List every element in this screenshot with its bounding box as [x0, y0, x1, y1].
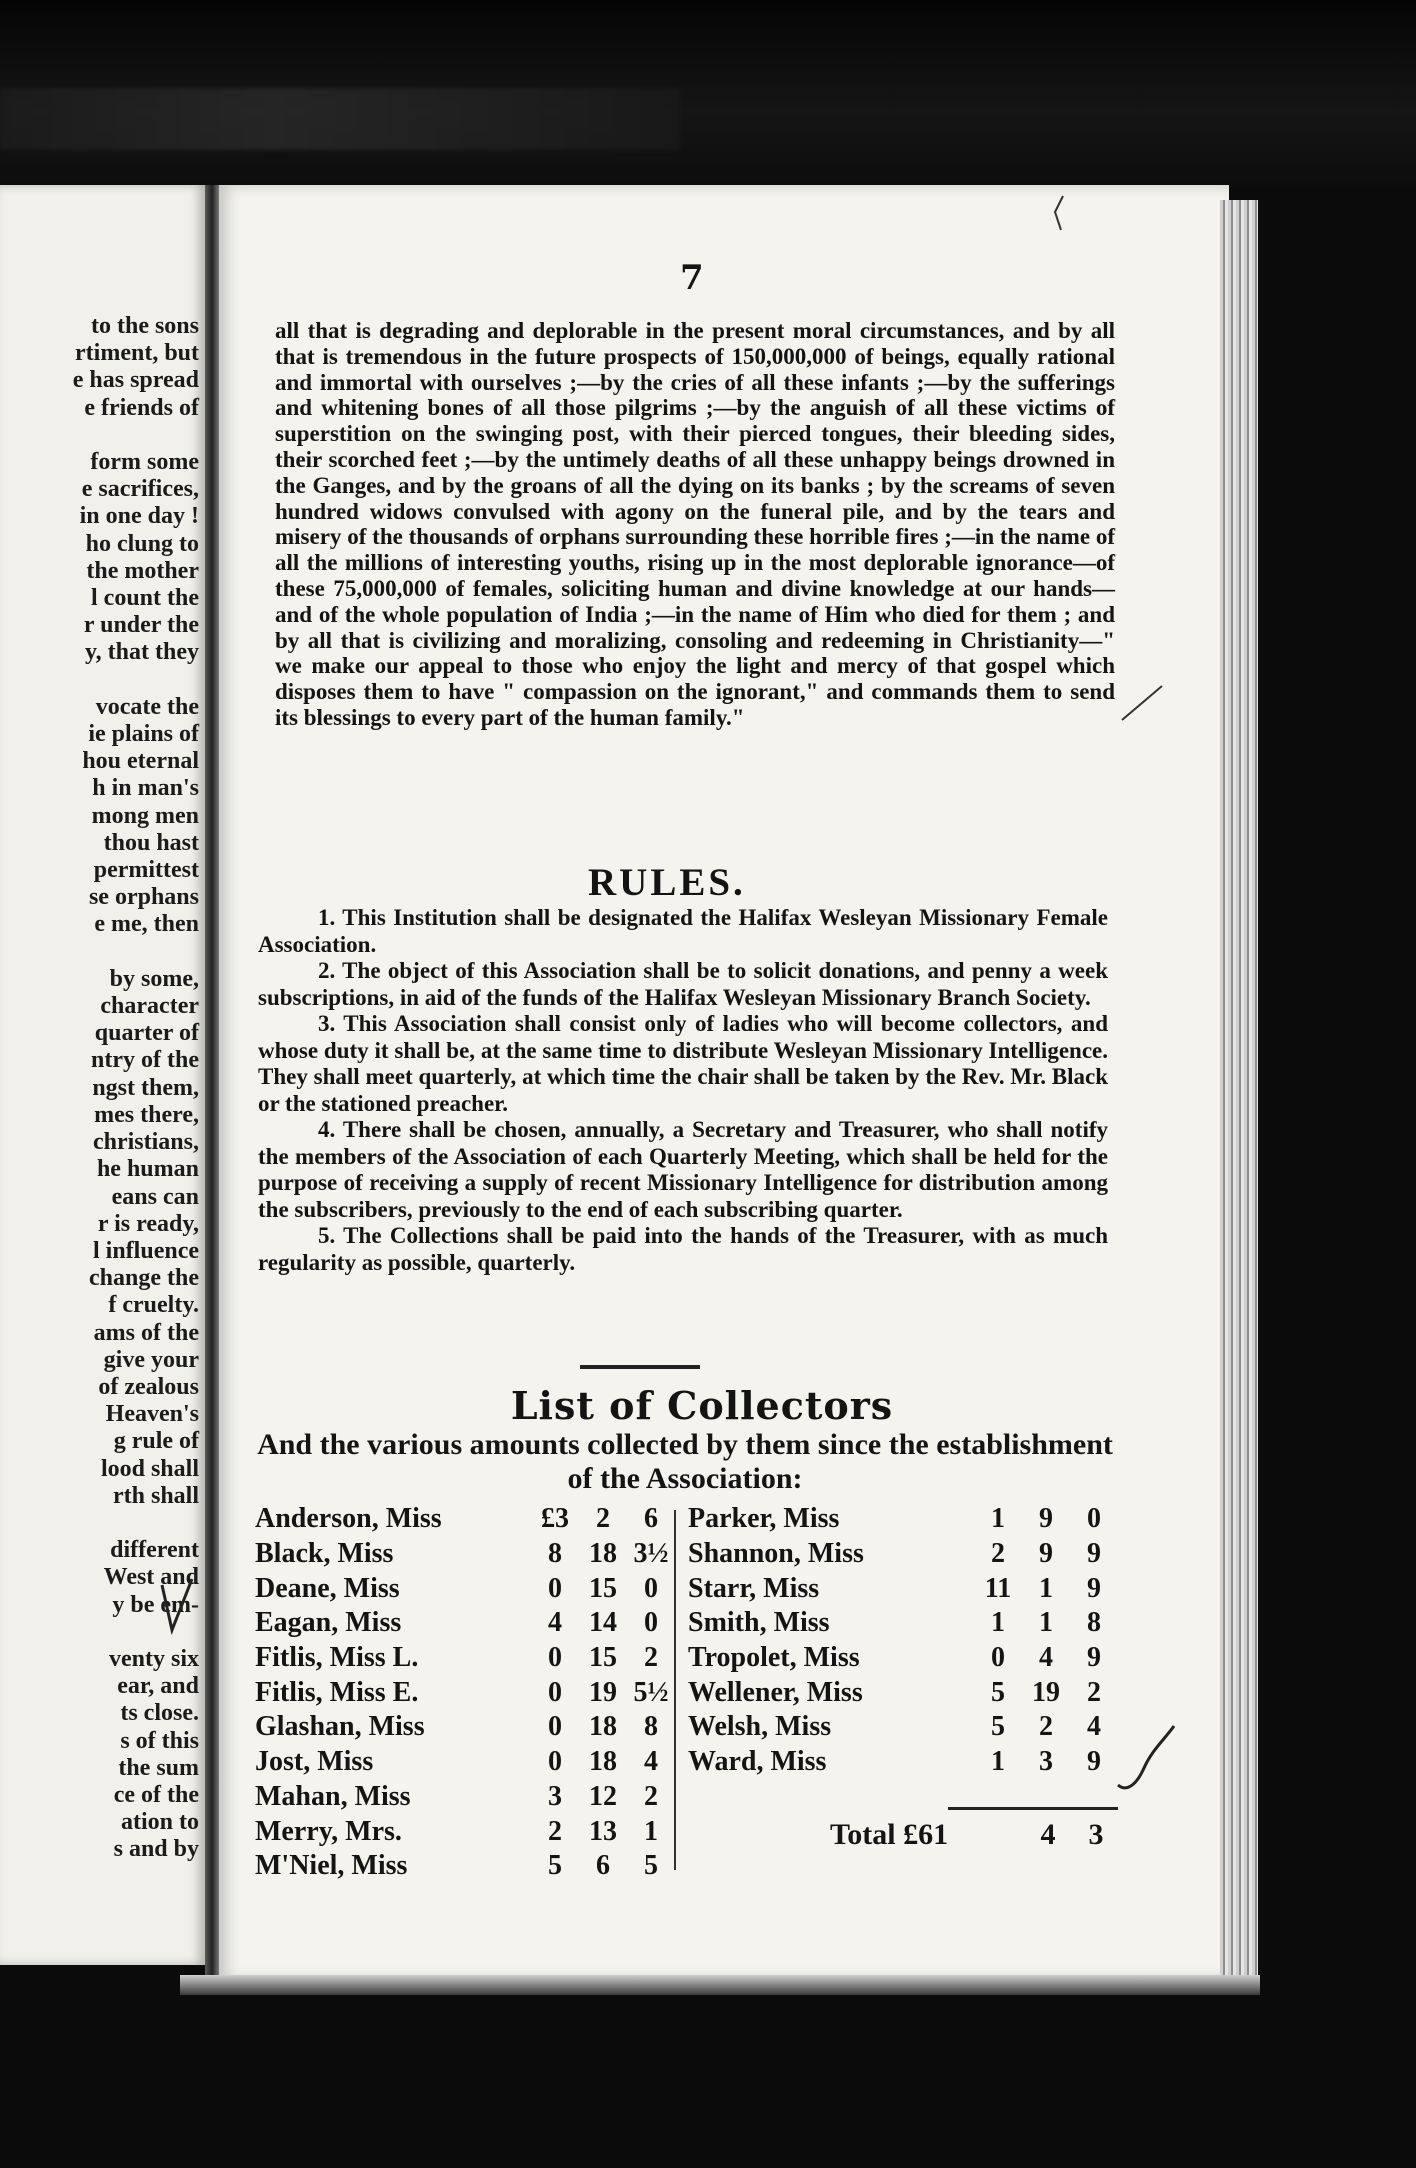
page-edge	[1220, 200, 1258, 1990]
collector-row	[688, 1641, 1118, 1676]
collector-name: Shannon, Miss	[688, 1538, 864, 1570]
rules-list	[258, 905, 1108, 1276]
left-page-line: ams of the	[93, 1319, 199, 1346]
pence-value: 2	[1087, 1676, 1101, 1708]
pencil-check-mark	[158, 1575, 198, 1645]
pence-value: 5	[644, 1850, 658, 1882]
collector-name: Anderson, Miss	[255, 1503, 442, 1535]
collector-row	[688, 1537, 1118, 1572]
collector-name: Glashan, Miss	[255, 1711, 425, 1743]
shillings-value: 12	[589, 1780, 617, 1812]
pounds-value: 5	[991, 1676, 1005, 1708]
collector-row	[255, 1710, 675, 1745]
collectors-left-column	[255, 1502, 675, 1884]
left-page-line: se orphans	[88, 884, 199, 911]
pounds-value: 3	[548, 1780, 562, 1812]
book-gutter	[205, 185, 219, 1975]
total-rule	[948, 1807, 1118, 1810]
page-bottom-shadow	[180, 1975, 1260, 1995]
left-page-line: ce of the	[113, 1781, 199, 1808]
collector-name: Fitlis, Miss L.	[255, 1642, 419, 1674]
left-page-line: Heaven's	[105, 1401, 199, 1428]
collector-row	[255, 1641, 675, 1676]
collector-name: Tropolet, Miss	[688, 1642, 860, 1674]
shillings-value: 14	[589, 1607, 617, 1639]
rules-heading: RULES.	[588, 861, 746, 904]
collector-name: Eagan, Miss	[255, 1607, 402, 1639]
collector-row	[255, 1606, 675, 1641]
collector-name: Starr, Miss	[688, 1572, 820, 1604]
left-page-line: different	[110, 1537, 199, 1564]
left-page-line: change the	[89, 1265, 199, 1292]
pence-value: 8	[644, 1711, 658, 1743]
pence-value: 0	[644, 1572, 658, 1604]
left-page-line: ie plains of	[88, 721, 199, 748]
left-page-line: he human	[96, 1156, 199, 1183]
shillings-value: 15	[589, 1642, 617, 1674]
left-page-line: thou hast	[103, 829, 199, 856]
list-title: List of Collectors	[510, 1383, 894, 1428]
left-page-line: s of this	[120, 1727, 199, 1754]
left-page-line: e sacrifices,	[81, 476, 199, 503]
pence-value: 8	[1087, 1607, 1101, 1639]
collector-row	[255, 1571, 675, 1606]
pounds-value: £3	[541, 1503, 569, 1535]
shillings-value: 6	[596, 1850, 610, 1882]
pence-value: 0	[1087, 1503, 1101, 1535]
collector-row	[255, 1745, 675, 1780]
pence-value: 4	[644, 1746, 658, 1778]
pounds-value: 11	[984, 1572, 1012, 1604]
rule-3: 3. This Association shall consist only of ladies who will become collectors, and whose duty it shall be, at the same time to distribute Wesleyan Missionary Intelligence. They shall meet quarterly, at which time the chair shall be taken by the Rev. Mr. Black or the stationed preacher.	[258, 1011, 1108, 1116]
pence-value: 0	[644, 1607, 658, 1639]
collector-row	[688, 1502, 1118, 1537]
pence-value: 6	[644, 1503, 658, 1535]
left-page-line	[0, 939, 199, 966]
left-page-line: ear, and	[117, 1673, 199, 1700]
shillings-value: 1	[1039, 1607, 1053, 1639]
left-page-line: g rule of	[113, 1428, 199, 1455]
shillings-value: 2	[596, 1503, 610, 1535]
shillings-value: 19	[589, 1676, 617, 1708]
collector-row	[688, 1710, 1118, 1745]
list-subtitle: And the various amounts collected by them since the establishment of the Association:	[257, 1428, 1113, 1495]
pence-value: 4	[1087, 1711, 1101, 1743]
collector-name: Deane, Miss	[255, 1572, 400, 1604]
collector-name: Ward, Miss	[688, 1746, 827, 1778]
collector-name: Parker, Miss	[688, 1503, 840, 1535]
pounds-value: 4	[548, 1607, 562, 1639]
rule-2: 2. The object of this Association shall be to solicit donations, and penny a week subscriptions, in aid of the funds of the Halifax Wesleyan Missionary Branch Society.	[258, 958, 1108, 1010]
pence-value: 9	[1087, 1746, 1101, 1778]
left-page-line: hou eternal	[82, 748, 199, 775]
left-page-line: vocate the	[95, 693, 199, 720]
left-page-line: the sum	[118, 1754, 199, 1781]
pencil-corner-mark	[1045, 190, 1075, 240]
pencil-stroke-mark	[1118, 680, 1168, 730]
shillings-value: 18	[589, 1538, 617, 1570]
rule-4: 4. There shall be chosen, annually, a Secretary and Treasurer, who shall notify the members of the Association of each Quarterly Meeting, which shall be held for the purpose of receiving a supply of recent Missionary Intelligence for distribution among the subscribers, previously to the end of each subscribing quarter.	[258, 1117, 1108, 1222]
left-page-line: West and	[103, 1564, 199, 1591]
pounds-value: 0	[548, 1711, 562, 1743]
pounds-value: 5	[548, 1850, 562, 1882]
left-page-line: form some	[90, 449, 199, 476]
left-page-line: l count the	[91, 585, 199, 612]
rule-5: 5. The Collections shall be paid into the hands of the Treasurer, with as much regularity as possible, quarterly.	[258, 1223, 1108, 1275]
pounds-value: 0	[548, 1746, 562, 1778]
left-page-line: eans can	[111, 1183, 199, 1210]
shillings-value: 2	[1039, 1711, 1053, 1743]
collector-row	[255, 1849, 675, 1884]
pence-value: 1	[644, 1815, 658, 1847]
shillings-value: 9	[1039, 1503, 1053, 1535]
left-page-line: y, that they	[85, 639, 199, 666]
collector-name: Black, Miss	[255, 1538, 394, 1570]
left-page-line: l influence	[93, 1237, 199, 1264]
left-page-line: permittest	[93, 857, 199, 884]
appeal-paragraph: all that is degrading and deplorable in the present moral circumstances, and by all that is tremendous in the future prospects of 150,000,000 of beings, equally rational and immortal with ourselves ;—by the cries of all these infants ;—by the sufferings and whitening bones of all those pilgrims ;—by the anguish of all these victims of superstition on the swinging post, with their pierced tongues, their bleeding sides, their scorched feet ;—by the untimely deaths of all these unhappy beings drowned in the Ganges, and by the groans of all the dying on its banks ; by the screams of seven hundred widows convulsed with agony on the funeral pile, and by the tears and misery of the thousands of orphans surrounding these horrible fires ;—in the name of all the millions of interesting youths, rising up in the most deplorable ignorance—of these 75,000,000 of females, soliciting human and divine knowledge at our hands—and of the whole population of India ;—in the name of Him who died for them ; and by all that is civilizing and moralizing, consoling and redeeming in Christianity—" we make our appeal to those who enjoy the light and mercy of that gospel which disposes them to have " compassion on the ignorant," and commands them to send its blessings to every part of the human family."	[275, 318, 1115, 730]
left-page-line: f cruelty.	[108, 1292, 199, 1319]
pounds-value: 2	[991, 1538, 1005, 1570]
left-page-line	[0, 1510, 199, 1537]
left-page-line: of zealous	[98, 1373, 199, 1400]
left-page-line: lood shall	[100, 1455, 199, 1482]
shillings-value: 9	[1039, 1538, 1053, 1570]
left-page-line: h in man's	[92, 775, 199, 802]
top-dark-band	[0, 0, 1416, 185]
column-divider	[674, 1510, 676, 1870]
collectors-right-column	[688, 1502, 1118, 1780]
collector-name: M'Niel, Miss	[255, 1850, 408, 1882]
total-label: Total £61	[830, 1818, 949, 1851]
pence-value: 2	[644, 1642, 658, 1674]
total-shillings: 4	[1040, 1818, 1056, 1851]
left-page-line: give your	[103, 1346, 199, 1373]
collector-name: Wellener, Miss	[688, 1676, 863, 1708]
collector-name: Welsh, Miss	[688, 1711, 832, 1743]
pounds-value: 0	[991, 1642, 1005, 1674]
left-page-line: ation to	[121, 1809, 199, 1836]
pounds-value: 2	[548, 1815, 562, 1847]
pounds-value: 1	[991, 1503, 1005, 1535]
left-page-line: venty six	[109, 1645, 199, 1672]
shillings-value: 13	[589, 1815, 617, 1847]
pence-value: 9	[1087, 1642, 1101, 1674]
left-page-line: ts close.	[120, 1700, 199, 1727]
page-number: 7	[680, 258, 704, 298]
shillings-value: 4	[1039, 1642, 1053, 1674]
pence-value: 9	[1087, 1538, 1101, 1570]
collector-name: Mahan, Miss	[255, 1780, 411, 1812]
left-page-line: r under the	[83, 612, 199, 639]
left-page-line: quarter of	[94, 1020, 199, 1047]
pence-value: 9	[1087, 1572, 1101, 1604]
section-divider	[580, 1365, 700, 1369]
left-page-line: christians,	[92, 1129, 199, 1156]
total-pence: 3	[1088, 1818, 1104, 1851]
shillings-value: 15	[589, 1572, 617, 1604]
collector-row	[255, 1537, 675, 1572]
collector-name: Smith, Miss	[688, 1607, 830, 1639]
left-page-line: r is ready,	[97, 1210, 199, 1237]
pounds-value: 0	[548, 1572, 562, 1604]
left-page-line: e friends of	[84, 394, 199, 421]
left-page-line: ntry of the	[91, 1047, 199, 1074]
left-page-line: e has spread	[72, 367, 199, 394]
left-page-line: rtiment, but	[75, 340, 199, 367]
shillings-value: 18	[589, 1746, 617, 1778]
left-page-line: e me, then	[94, 911, 199, 938]
shillings-value: 1	[1039, 1572, 1053, 1604]
collector-name: Jost, Miss	[255, 1746, 374, 1778]
collector-row	[688, 1675, 1118, 1710]
pence-value: 3½	[633, 1538, 669, 1570]
collector-name: Fitlis, Miss E.	[255, 1676, 419, 1708]
total-row	[830, 1818, 1120, 1852]
left-page-line: y be em-	[112, 1591, 199, 1618]
pounds-value: 0	[548, 1676, 562, 1708]
left-page-line: in one day !	[79, 503, 199, 530]
shillings-value: 19	[1032, 1676, 1060, 1708]
collector-row	[255, 1780, 675, 1815]
left-page-line	[0, 422, 199, 449]
collector-row	[688, 1571, 1118, 1606]
collector-row	[255, 1814, 675, 1849]
left-page-line: mong men	[91, 802, 199, 829]
left-page-line: to the sons	[90, 313, 199, 339]
pounds-value: 1	[991, 1746, 1005, 1778]
pencil-tick-mark	[1112, 1720, 1182, 1800]
left-page-line: ngst them,	[92, 1074, 199, 1101]
collector-row	[255, 1675, 675, 1710]
left-page-line: s and by	[113, 1836, 199, 1863]
rule-1: 1. This Institution shall be designated the Halifax Wesleyan Missionary Female Association.	[258, 905, 1108, 957]
left-page-line: character	[100, 993, 199, 1020]
collector-name: Merry, Mrs.	[255, 1815, 402, 1847]
shillings-value: 18	[589, 1711, 617, 1743]
pounds-value: 8	[548, 1538, 562, 1570]
left-page-line: by some,	[109, 965, 199, 992]
collector-row	[688, 1745, 1118, 1780]
pounds-value: 5	[991, 1711, 1005, 1743]
blurred-strip	[0, 88, 680, 150]
left-page-line: rth shall	[112, 1482, 199, 1509]
left-page-line: ho clung to	[85, 530, 199, 557]
left-page-line: the mother	[86, 557, 199, 584]
shillings-value: 3	[1039, 1746, 1053, 1778]
left-page-line	[0, 667, 199, 694]
pence-value: 5½	[633, 1676, 669, 1708]
pence-value: 2	[644, 1780, 658, 1812]
left-page-line: mes there,	[94, 1101, 199, 1128]
collector-row	[255, 1502, 675, 1537]
collector-row	[688, 1606, 1118, 1641]
left-page-fragment	[0, 185, 205, 1965]
pounds-value: 1	[991, 1607, 1005, 1639]
pounds-value: 0	[548, 1642, 562, 1674]
